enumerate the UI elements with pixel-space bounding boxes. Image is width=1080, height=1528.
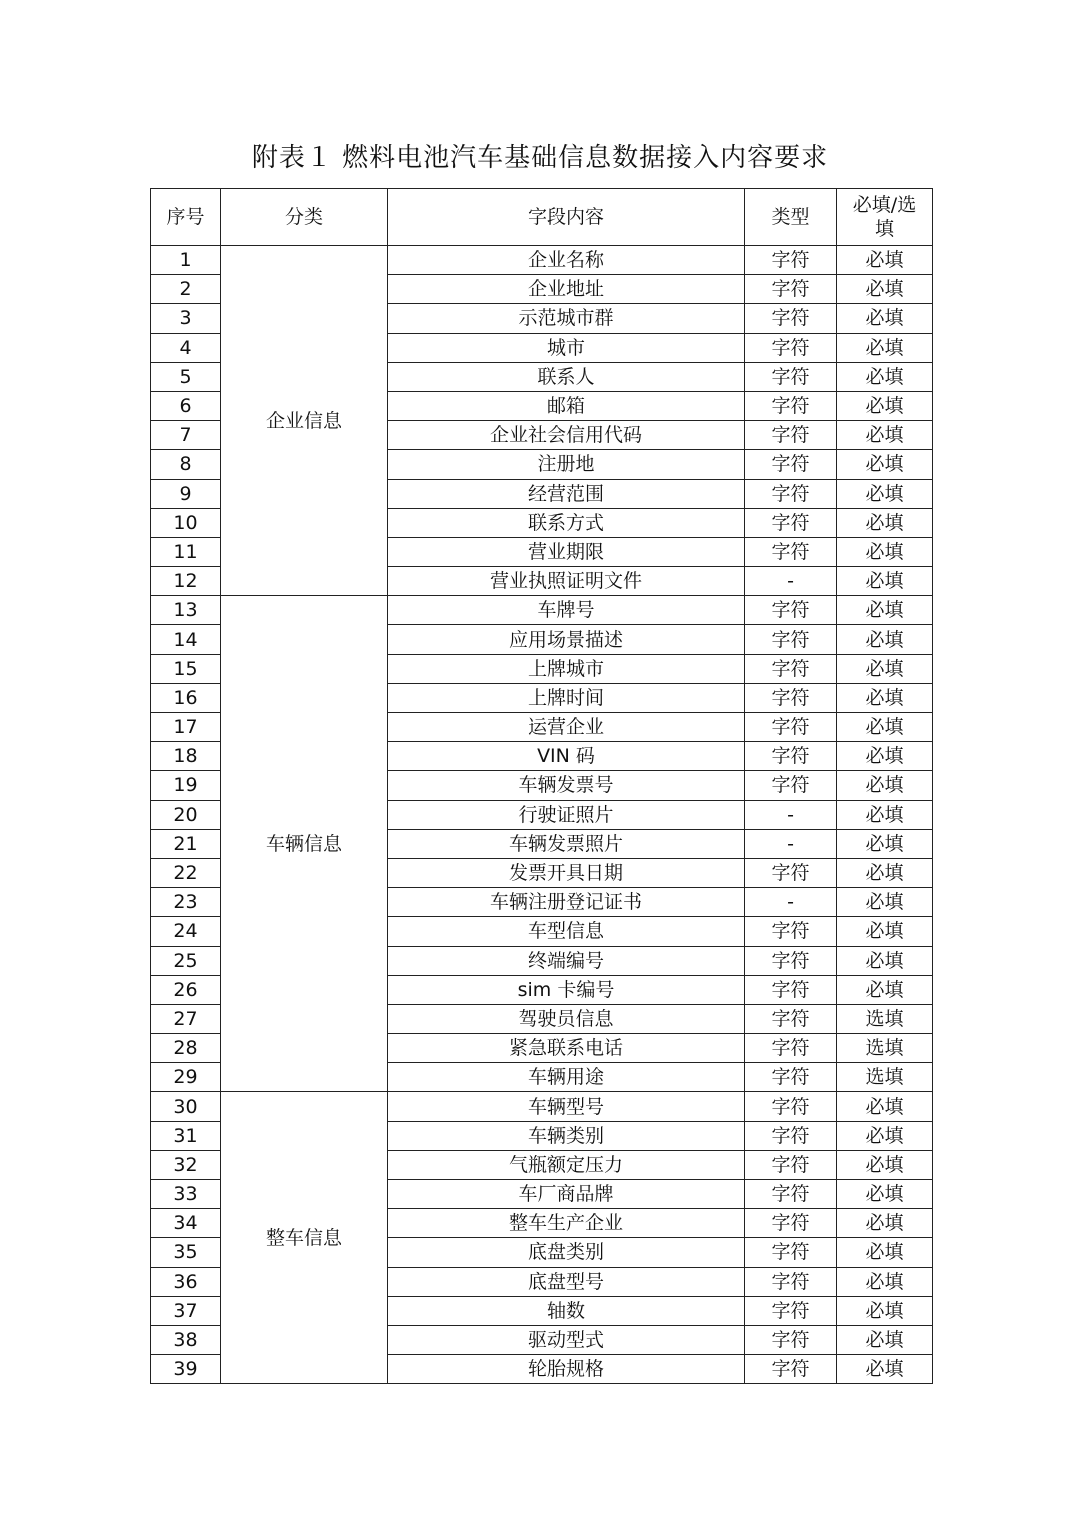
cell-required: 必填: [837, 683, 933, 712]
cell-required: 必填: [837, 391, 933, 420]
cell-field: 营业期限: [388, 537, 745, 566]
cell-field: 营业执照证明文件: [388, 567, 745, 596]
cell-type: 字符: [745, 333, 837, 362]
page-title: 附表１ 燃料电池汽车基础信息数据接入内容要求: [251, 143, 829, 173]
cell-required: 必填: [837, 771, 933, 800]
cell-type: 字符: [745, 246, 837, 275]
cell-required: 选填: [837, 1034, 933, 1063]
cell-field: 联系方式: [388, 508, 745, 537]
cell-category: 车辆信息: [221, 596, 388, 1092]
cell-field: 车辆注册登记证书: [388, 888, 745, 917]
cell-type: 字符: [745, 1238, 837, 1267]
cell-no: 19: [151, 771, 221, 800]
cell-field: 车型信息: [388, 917, 745, 946]
cell-no: 13: [151, 596, 221, 625]
cell-no: 5: [151, 362, 221, 391]
cell-required: 必填: [837, 654, 933, 683]
cell-field: 应用场景描述: [388, 625, 745, 654]
cell-no: 10: [151, 508, 221, 537]
cell-no: 9: [151, 479, 221, 508]
cell-no: 37: [151, 1296, 221, 1325]
cell-no: 29: [151, 1063, 221, 1092]
cell-no: 12: [151, 567, 221, 596]
cell-type: 字符: [745, 683, 837, 712]
cell-no: 11: [151, 537, 221, 566]
cell-type: 字符: [745, 362, 837, 391]
header-type: 类型: [745, 189, 837, 246]
cell-required: 必填: [837, 829, 933, 858]
cell-required: 选填: [837, 1004, 933, 1033]
cell-field: 企业地址: [388, 275, 745, 304]
cell-field: 底盘类别: [388, 1238, 745, 1267]
cell-required: 必填: [837, 975, 933, 1004]
header-field: 字段内容: [388, 189, 745, 246]
cell-field: 联系人: [388, 362, 745, 391]
cell-type: 字符: [745, 1267, 837, 1296]
requirements-table: [150, 188, 933, 1384]
table-body: [151, 246, 933, 1384]
cell-required: 必填: [837, 304, 933, 333]
cell-field: 车牌号: [388, 596, 745, 625]
cell-required: 选填: [837, 1063, 933, 1092]
cell-field: 企业名称: [388, 246, 745, 275]
cell-required: 必填: [837, 1121, 933, 1150]
header-no: 序号: [151, 189, 221, 246]
cell-no: 38: [151, 1325, 221, 1354]
cell-required: 必填: [837, 275, 933, 304]
cell-field: 行驶证照片: [388, 800, 745, 829]
cell-field: 上牌城市: [388, 654, 745, 683]
cell-required: 必填: [837, 1150, 933, 1179]
cell-type: -: [745, 800, 837, 829]
cell-required: 必填: [837, 421, 933, 450]
cell-required: 必填: [837, 800, 933, 829]
cell-required: 必填: [837, 742, 933, 771]
cell-required: 必填: [837, 1180, 933, 1209]
cell-no: 23: [151, 888, 221, 917]
cell-no: 27: [151, 1004, 221, 1033]
cell-no: 1: [151, 246, 221, 275]
cell-field: 紧急联系电话: [388, 1034, 745, 1063]
cell-no: 31: [151, 1121, 221, 1150]
cell-no: 17: [151, 713, 221, 742]
cell-type: 字符: [745, 450, 837, 479]
header-category: 分类: [221, 189, 388, 246]
cell-field: 上牌时间: [388, 683, 745, 712]
cell-no: 15: [151, 654, 221, 683]
cell-field: 驾驶员信息: [388, 1004, 745, 1033]
cell-type: 字符: [745, 1325, 837, 1354]
cell-category: 整车信息: [221, 1092, 388, 1384]
table-header-row: [151, 189, 933, 246]
cell-type: 字符: [745, 391, 837, 420]
cell-field: 驱动型式: [388, 1325, 745, 1354]
cell-type: 字符: [745, 508, 837, 537]
cell-no: 3: [151, 304, 221, 333]
cell-type: 字符: [745, 742, 837, 771]
cell-field: 车辆发票照片: [388, 829, 745, 858]
cell-type: 字符: [745, 1121, 837, 1150]
cell-field: 终端编号: [388, 946, 745, 975]
cell-required: 必填: [837, 1267, 933, 1296]
cell-required: 必填: [837, 625, 933, 654]
cell-no: 16: [151, 683, 221, 712]
cell-type: -: [745, 829, 837, 858]
cell-required: 必填: [837, 1325, 933, 1354]
cell-no: 30: [151, 1092, 221, 1121]
cell-required: 必填: [837, 362, 933, 391]
cell-field: VIN 码: [388, 742, 745, 771]
header-required: [837, 189, 933, 246]
cell-no: 34: [151, 1209, 221, 1238]
cell-type: 字符: [745, 1150, 837, 1179]
cell-required: 必填: [837, 1092, 933, 1121]
cell-field: 整车生产企业: [388, 1209, 745, 1238]
cell-required: 必填: [837, 858, 933, 887]
cell-required: 必填: [837, 917, 933, 946]
cell-required: 必填: [837, 567, 933, 596]
cell-required: 必填: [837, 479, 933, 508]
cell-field: 车厂商品牌: [388, 1180, 745, 1209]
cell-type: 字符: [745, 1180, 837, 1209]
cell-required: 必填: [837, 1238, 933, 1267]
cell-type: 字符: [745, 858, 837, 887]
cell-field: 车辆类别: [388, 1121, 745, 1150]
header-required-label: 必填/选填: [852, 194, 917, 240]
cell-field: sim 卡编号: [388, 975, 745, 1004]
cell-no: 14: [151, 625, 221, 654]
cell-required: 必填: [837, 596, 933, 625]
cell-no: 18: [151, 742, 221, 771]
cell-required: 必填: [837, 946, 933, 975]
cell-no: 2: [151, 275, 221, 304]
cell-type: 字符: [745, 1034, 837, 1063]
cell-no: 22: [151, 858, 221, 887]
cell-no: 20: [151, 800, 221, 829]
cell-field: 企业社会信用代码: [388, 421, 745, 450]
cell-no: 24: [151, 917, 221, 946]
cell-type: 字符: [745, 421, 837, 450]
cell-type: 字符: [745, 917, 837, 946]
table-row: [151, 596, 933, 625]
cell-type: 字符: [745, 1296, 837, 1325]
cell-field: 运营企业: [388, 713, 745, 742]
cell-type: 字符: [745, 975, 837, 1004]
cell-no: 4: [151, 333, 221, 362]
cell-no: 39: [151, 1355, 221, 1384]
cell-type: 字符: [745, 1063, 837, 1092]
cell-type: 字符: [745, 1355, 837, 1384]
cell-category: 企业信息: [221, 246, 388, 596]
cell-no: 32: [151, 1150, 221, 1179]
cell-field: 车辆型号: [388, 1092, 745, 1121]
cell-type: 字符: [745, 1004, 837, 1033]
cell-type: 字符: [745, 479, 837, 508]
cell-type: 字符: [745, 537, 837, 566]
cell-field: 轮胎规格: [388, 1355, 745, 1384]
cell-field: 发票开具日期: [388, 858, 745, 887]
cell-field: 车辆用途: [388, 1063, 745, 1092]
cell-type: 字符: [745, 713, 837, 742]
cell-type: 字符: [745, 596, 837, 625]
cell-field: 车辆发票号: [388, 771, 745, 800]
cell-type: 字符: [745, 654, 837, 683]
cell-no: 26: [151, 975, 221, 1004]
cell-type: 字符: [745, 304, 837, 333]
table-row: [151, 1092, 933, 1121]
cell-no: 6: [151, 391, 221, 420]
cell-no: 28: [151, 1034, 221, 1063]
cell-type: 字符: [745, 946, 837, 975]
cell-field: 经营范围: [388, 479, 745, 508]
cell-type: 字符: [745, 275, 837, 304]
cell-field: 邮箱: [388, 391, 745, 420]
cell-type: 字符: [745, 625, 837, 654]
cell-no: 25: [151, 946, 221, 975]
cell-required: 必填: [837, 1296, 933, 1325]
cell-field: 注册地: [388, 450, 745, 479]
cell-required: 必填: [837, 508, 933, 537]
cell-no: 21: [151, 829, 221, 858]
cell-no: 8: [151, 450, 221, 479]
cell-field: 底盘型号: [388, 1267, 745, 1296]
cell-field: 气瓶额定压力: [388, 1150, 745, 1179]
cell-field: 轴数: [388, 1296, 745, 1325]
cell-type: -: [745, 567, 837, 596]
cell-no: 33: [151, 1180, 221, 1209]
cell-required: 必填: [837, 333, 933, 362]
cell-no: 36: [151, 1267, 221, 1296]
cell-no: 35: [151, 1238, 221, 1267]
cell-no: 7: [151, 421, 221, 450]
cell-field: 城市: [388, 333, 745, 362]
cell-required: 必填: [837, 1209, 933, 1238]
cell-type: 字符: [745, 1209, 837, 1238]
cell-type: 字符: [745, 771, 837, 800]
cell-required: 必填: [837, 713, 933, 742]
table-row: [151, 246, 933, 275]
cell-required: 必填: [837, 450, 933, 479]
cell-required: 必填: [837, 888, 933, 917]
cell-type: -: [745, 888, 837, 917]
cell-type: 字符: [745, 1092, 837, 1121]
cell-required: 必填: [837, 537, 933, 566]
cell-required: 必填: [837, 1355, 933, 1384]
cell-field: 示范城市群: [388, 304, 745, 333]
cell-required: 必填: [837, 246, 933, 275]
